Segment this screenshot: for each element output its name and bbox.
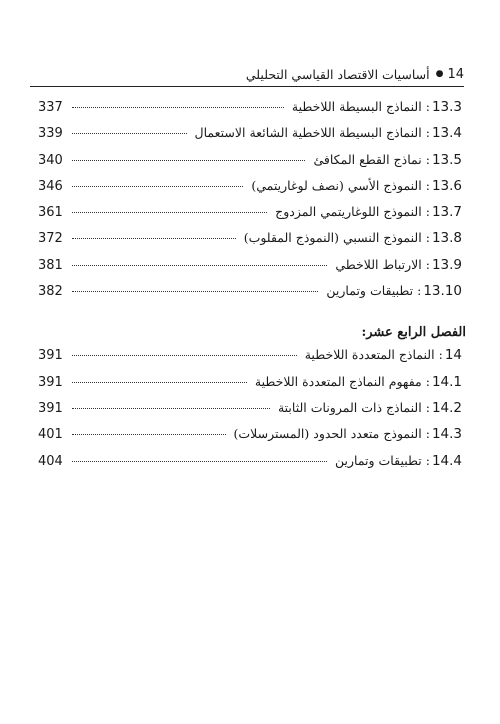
chapter-heading: الفصل الرابع عشر: [361, 324, 466, 340]
toc-entry-title: تطبيقات وتمارين [326, 283, 414, 299]
table-of-contents [38, 99, 466, 479]
toc-entry-page: 346 [38, 178, 63, 194]
bullet-icon: ● [435, 69, 444, 79]
toc-entry[interactable] [38, 400, 462, 426]
dot-leader [72, 434, 226, 435]
toc-entry-number: 13.8 [431, 230, 462, 247]
toc-entry-page: 339 [38, 126, 63, 142]
toc-entry-separator: : [425, 256, 430, 272]
toc-entry-separator: : [425, 99, 430, 114]
dot-leader [72, 382, 247, 383]
toc-entry-number: 13.10 [423, 283, 462, 300]
header-book-title: أساسيات الاقتصاد القياسي التحليلي [245, 66, 430, 82]
toc-entry-number: 14.1 [431, 373, 462, 390]
toc-entry-page: 340 [38, 152, 63, 168]
toc-entry-title: نماذج القطع المكافئ [313, 151, 422, 167]
toc-entry-title: النموذج النسبي (النموذج المقلوب) [243, 230, 422, 246]
toc-entry-separator: : [425, 452, 430, 468]
dot-leader [72, 212, 267, 213]
dot-leader [72, 408, 270, 409]
toc-entry[interactable] [38, 152, 462, 178]
toc-entry-separator: : [425, 399, 430, 415]
toc-entry-page: 381 [38, 257, 63, 273]
toc-group-chapter-13 [38, 99, 462, 309]
toc-entry-number: 13.6 [431, 177, 462, 194]
toc-entry-separator: : [425, 373, 430, 389]
toc-entry-separator: : [425, 426, 430, 442]
toc-entry-number: 14 [444, 347, 462, 364]
toc-entry-number: 13.9 [431, 256, 462, 273]
toc-entry-number: 13.7 [431, 204, 462, 221]
toc-entry-page: 404 [38, 453, 63, 469]
dot-leader [72, 133, 187, 134]
toc-entry-page: 401 [38, 427, 63, 443]
header-page-number: 14 [447, 66, 464, 82]
toc-entry-title: النماذج البسيطة اللاخطية الشائعة الاستعمال [194, 125, 422, 141]
dot-leader [72, 355, 297, 356]
toc-entry[interactable] [38, 230, 462, 256]
toc-entry-page: 361 [38, 205, 63, 221]
toc-entry-number: 14.4 [431, 452, 462, 469]
dot-leader [72, 107, 284, 108]
toc-entry[interactable] [38, 453, 462, 479]
toc-entry-separator: : [425, 125, 430, 141]
toc-entry-title: مفهوم النماذج المتعددة اللاخطية [254, 373, 422, 389]
toc-entry[interactable] [38, 178, 462, 204]
toc-entry-separator: : [425, 204, 430, 220]
toc-entry-separator: : [438, 347, 443, 363]
toc-entry[interactable] [38, 257, 462, 283]
toc-entry-page: 337 [38, 100, 63, 115]
dot-leader [72, 291, 318, 292]
toc-entry-title: الارتباط اللاخطي [335, 256, 422, 272]
toc-entry-page: 372 [38, 231, 63, 247]
dot-leader [72, 160, 305, 161]
toc-entry-separator: : [417, 283, 422, 299]
toc-entry-number: 14.2 [431, 399, 462, 416]
running-header [30, 62, 464, 87]
toc-entry-title: تطبيقات وتمارين [334, 452, 422, 468]
toc-entry[interactable] [38, 99, 462, 125]
toc-entry[interactable] [38, 374, 462, 400]
toc-entry-title: النموذج اللوغاريتمي المزدوج [275, 204, 422, 220]
dot-leader [72, 265, 327, 266]
toc-entry-page: 391 [38, 400, 63, 416]
toc-entry[interactable] [38, 347, 462, 373]
dot-leader [72, 461, 327, 462]
toc-entry[interactable] [38, 426, 462, 452]
toc-entry-page: 382 [38, 284, 63, 300]
toc-entry-title: النماذج البسيطة اللاخطية [291, 99, 422, 114]
toc-entry-separator: : [425, 151, 430, 167]
toc-entry-title: النموذج الأسي (نصف لوغاريتمي) [251, 177, 422, 193]
toc-entry-number: 13.5 [431, 151, 462, 168]
toc-group-chapter-14 [38, 347, 462, 478]
dot-leader [72, 238, 236, 239]
toc-entry-page: 391 [38, 348, 63, 364]
toc-entry[interactable] [38, 204, 462, 230]
toc-entry-number: 13.4 [431, 125, 462, 142]
toc-entry[interactable] [38, 125, 462, 151]
toc-entry-number: 14.3 [431, 426, 462, 443]
toc-entry-page: 391 [38, 374, 63, 390]
toc-entry-title: النماذج المتعددة اللاخطية [304, 347, 435, 363]
toc-entry-separator: : [425, 230, 430, 246]
toc-entry-title: النماذج ذات المرونات الثابتة [277, 399, 422, 415]
toc-entry-number: 13.3 [431, 99, 462, 115]
toc-entry-title: النموذج متعدد الحدود (المسترسلات) [233, 426, 422, 442]
toc-entry[interactable] [38, 283, 462, 309]
dot-leader [72, 186, 243, 187]
toc-entry-separator: : [425, 177, 430, 193]
